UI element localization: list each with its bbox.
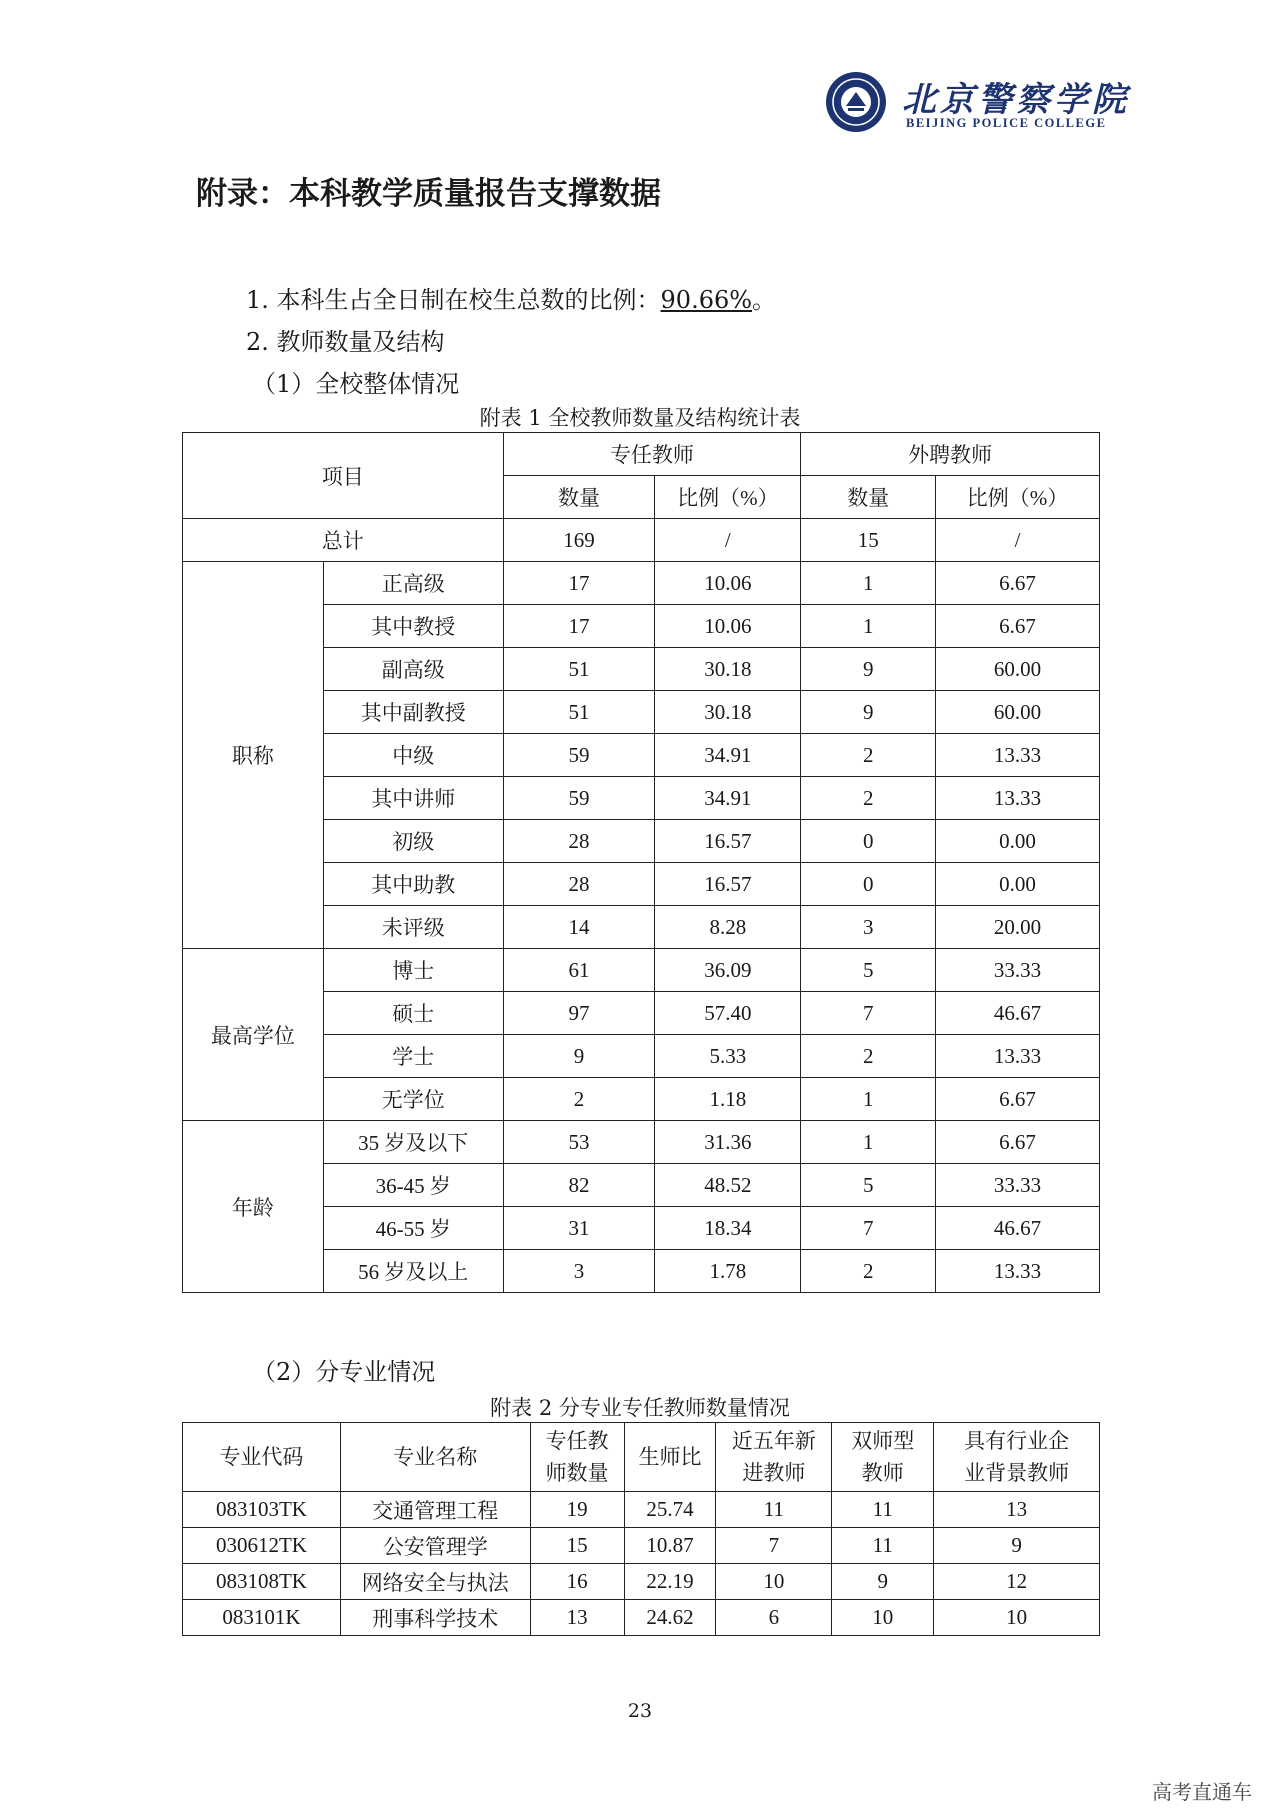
college-name-en: BEIJING POLICE COLLEGE [906,116,1107,130]
col-ft-count: 数量 [503,476,655,519]
row-label: 56 岁及以上 [323,1250,503,1293]
watermark: 高考直通车 [1152,1780,1252,1804]
ex-ratio: 13.33 [936,777,1100,820]
ft-ratio: 16.57 [655,820,801,863]
table-row [183,1564,1100,1600]
table-cell: 7 [716,1528,832,1564]
table-cell: 15 [530,1528,624,1564]
ex-ratio: 6.67 [936,562,1100,605]
ft-ratio: 10.06 [655,562,801,605]
row-label: 其中教授 [323,605,503,648]
row-label: 初级 [323,820,503,863]
row-label: 未评级 [323,906,503,949]
row-label: 36-45 岁 [323,1164,503,1207]
item-1-text: 1. 本科生占全日制在校生总数的比例： [246,286,661,314]
undergrad-ratio: 90.66% [660,286,753,314]
group-label: 职称 [183,562,324,949]
header-line: 专业名称 [393,1445,478,1469]
table-cell: 10 [934,1600,1100,1636]
table-cell: 刑事科学技术 [340,1600,530,1636]
ex-count: 5 [801,949,936,992]
page-title: 附录：本科教学质量报告支撑数据 [196,176,661,212]
col-ex-ratio: 比例（%） [936,476,1100,519]
table-cell: 交通管理工程 [340,1492,530,1528]
table-row [183,949,1100,992]
table-cell: 22.19 [624,1564,716,1600]
row-label: 无学位 [323,1078,503,1121]
row-label: 学士 [323,1035,503,1078]
table-cell: 网络安全与执法 [340,1564,530,1600]
header-line: 生师比 [638,1445,702,1469]
table-cell: 083103TK [183,1492,341,1528]
table2-header [530,1423,624,1492]
table-cell: 公安管理学 [340,1528,530,1564]
ft-ratio: 34.91 [655,777,801,820]
header-line: 教师 [861,1461,904,1485]
ft-count: 51 [503,691,655,734]
page-number: 23 [627,1700,653,1722]
table-cell: 030612TK [183,1528,341,1564]
header-line: 专业代码 [219,1445,304,1469]
college-emblem-icon [824,70,888,134]
row-label: 35 岁及以下 [323,1121,503,1164]
ex-count: 2 [801,777,936,820]
table2-header [340,1423,530,1492]
header-line: 双师型 [851,1429,915,1453]
ex-ratio: 60.00 [936,691,1100,734]
row-label: 硕士 [323,992,503,1035]
ex-count: 0 [801,863,936,906]
table2-caption: 附表 2 分专业专任教师数量情况 [490,1396,790,1420]
ex-ratio: 46.67 [936,1207,1100,1250]
total-row [183,519,1100,562]
table-cell: 11 [832,1492,934,1528]
ex-count: 1 [801,1121,936,1164]
ft-count: 51 [503,648,655,691]
ft-count: 31 [503,1207,655,1250]
row-label: 其中助教 [323,863,503,906]
row-label: 其中副教授 [323,691,503,734]
ex-ratio: 6.67 [936,1078,1100,1121]
ft-count: 17 [503,605,655,648]
table-cell: 12 [934,1564,1100,1600]
ex-ratio: 0.00 [936,820,1100,863]
item-2: 2. 教师数量及结构 [246,328,445,356]
group-label: 年龄 [183,1121,324,1293]
total-ft-ratio: / [655,519,801,562]
ft-count: 28 [503,820,655,863]
ex-ratio: 0.00 [936,863,1100,906]
ft-count: 3 [503,1250,655,1293]
table-row [183,1492,1100,1528]
row-label: 正高级 [323,562,503,605]
header-line: 业背景教师 [964,1461,1070,1485]
subsection-2: （2）分专业情况 [252,1358,436,1386]
table-row [183,1600,1100,1636]
table-cell: 13 [934,1492,1100,1528]
total-ex-ratio: / [936,519,1100,562]
ft-count: 82 [503,1164,655,1207]
table-cell: 10 [832,1600,934,1636]
ex-ratio: 13.33 [936,1250,1100,1293]
ex-count: 7 [801,1207,936,1250]
table-cell: 11 [716,1492,832,1528]
ex-count: 1 [801,562,936,605]
ft-ratio: 57.40 [655,992,801,1035]
ft-ratio: 16.57 [655,863,801,906]
ft-count: 9 [503,1035,655,1078]
row-label: 中级 [323,734,503,777]
row-label: 博士 [323,949,503,992]
ft-ratio: 18.34 [655,1207,801,1250]
ex-count: 2 [801,1250,936,1293]
ft-count: 97 [503,992,655,1035]
header-line: 专任教 [545,1429,609,1453]
ft-ratio: 48.52 [655,1164,801,1207]
ex-count: 7 [801,992,936,1035]
col-item: 项目 [183,433,504,519]
table-cell: 24.62 [624,1600,716,1636]
table-cell: 9 [934,1528,1100,1564]
ft-count: 2 [503,1078,655,1121]
table-cell: 11 [832,1528,934,1564]
table-cell: 9 [832,1564,934,1600]
ex-count: 5 [801,1164,936,1207]
ex-count: 9 [801,691,936,734]
table-cell: 10.87 [624,1528,716,1564]
ex-ratio: 13.33 [936,1035,1100,1078]
table2-header [716,1423,832,1492]
table-cell: 10 [716,1564,832,1600]
ft-ratio: 1.18 [655,1078,801,1121]
ex-count: 2 [801,734,936,777]
table-row [183,1121,1100,1164]
ex-count: 1 [801,1078,936,1121]
major-teacher-table [182,1422,1100,1636]
table-cell: 083101K [183,1600,341,1636]
ft-count: 59 [503,734,655,777]
total-ft-count: 169 [503,519,655,562]
table-row [183,562,1100,605]
table-cell: 083108TK [183,1564,341,1600]
ft-ratio: 31.36 [655,1121,801,1164]
ft-count: 28 [503,863,655,906]
ft-ratio: 36.09 [655,949,801,992]
ft-ratio: 8.28 [655,906,801,949]
table-cell: 16 [530,1564,624,1600]
ex-ratio: 6.67 [936,1121,1100,1164]
ft-ratio: 30.18 [655,648,801,691]
ft-count: 14 [503,906,655,949]
header-line: 近五年新 [731,1429,816,1453]
ex-count: 2 [801,1035,936,1078]
header-line: 师数量 [545,1461,609,1485]
table2-header [832,1423,934,1492]
table-cell: 6 [716,1600,832,1636]
ex-ratio: 20.00 [936,906,1100,949]
group-label: 最高学位 [183,949,324,1121]
header-line: 进教师 [742,1461,806,1485]
group-fulltime: 专任教师 [503,433,801,476]
ft-ratio: 34.91 [655,734,801,777]
ft-ratio: 10.06 [655,605,801,648]
table2-header [183,1423,341,1492]
total-ex-count: 15 [801,519,936,562]
ft-ratio: 30.18 [655,691,801,734]
ex-ratio: 6.67 [936,605,1100,648]
ex-count: 9 [801,648,936,691]
header-line: 具有行业企 [964,1429,1070,1453]
item-1-suffix: 。 [752,286,777,314]
subsection-1: （1）全校整体情况 [252,370,460,398]
ft-count: 17 [503,562,655,605]
table-cell: 25.74 [624,1492,716,1528]
col-ft-ratio: 比例（%） [655,476,801,519]
ex-ratio: 33.33 [936,949,1100,992]
ex-ratio: 33.33 [936,1164,1100,1207]
ex-count: 1 [801,605,936,648]
ft-count: 59 [503,777,655,820]
table2-header [934,1423,1100,1492]
table-row [183,1528,1100,1564]
row-label: 副高级 [323,648,503,691]
ex-count: 0 [801,820,936,863]
ft-ratio: 1.78 [655,1250,801,1293]
table-cell: 13 [530,1600,624,1636]
college-name-cn: 北京警察学院 [902,80,1130,120]
total-label: 总计 [183,519,504,562]
teacher-structure-table [182,432,1100,1293]
ex-ratio: 13.33 [936,734,1100,777]
ex-ratio: 60.00 [936,648,1100,691]
table2-header [624,1423,716,1492]
college-logo [824,70,1130,134]
table1-caption: 附表 1 全校教师数量及结构统计表 [479,406,801,430]
row-label: 其中讲师 [323,777,503,820]
ft-count: 61 [503,949,655,992]
ft-count: 53 [503,1121,655,1164]
ex-count: 3 [801,906,936,949]
item-1 [246,280,776,315]
row-label: 46-55 岁 [323,1207,503,1250]
ft-ratio: 5.33 [655,1035,801,1078]
table-cell: 19 [530,1492,624,1528]
group-external: 外聘教师 [801,433,1100,476]
col-ex-count: 数量 [801,476,936,519]
ex-ratio: 46.67 [936,992,1100,1035]
